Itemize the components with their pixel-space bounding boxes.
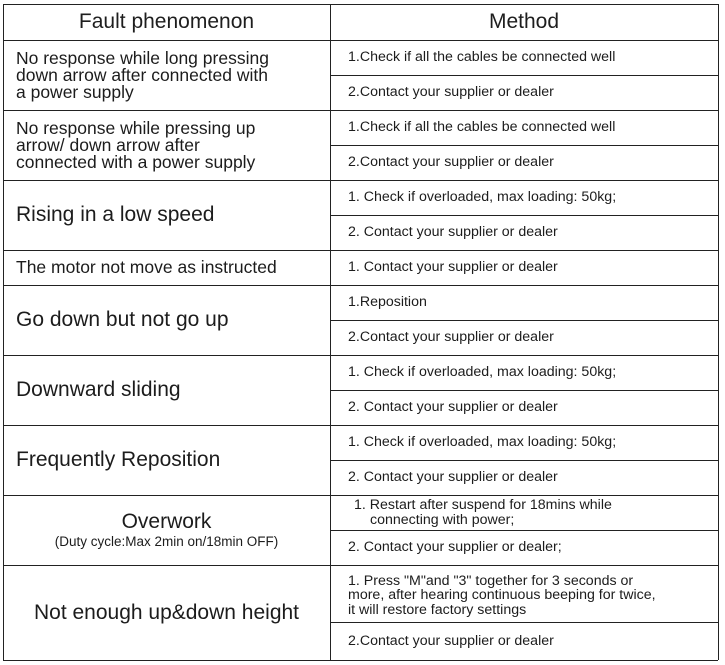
method-cell	[330, 460, 718, 495]
fault-text	[16, 259, 277, 276]
method-line: 1. Contact your supplier or dealer	[348, 259, 558, 276]
method-line: 1.Reposition	[348, 294, 427, 311]
method-cell	[330, 355, 718, 390]
method-cell	[330, 425, 718, 460]
method-line: 1. Check if overloaded, max loading: 50kg;	[348, 364, 617, 381]
method-cell	[330, 565, 718, 622]
method-cell	[330, 495, 718, 530]
method-line: 2. Contact your supplier or dealer	[348, 224, 558, 241]
fault-line: Downward sliding	[16, 378, 181, 401]
method-cell	[330, 390, 718, 425]
fault-line: Rising in a low speed	[16, 203, 215, 226]
method-cell	[330, 75, 718, 110]
method-line: 2.Contact your supplier or dealer	[348, 84, 554, 101]
method-cell	[330, 215, 718, 250]
fault-line: No response while pressing up	[16, 117, 256, 138]
fault-cell	[3, 110, 330, 180]
header-method-label: Method	[488, 10, 560, 33]
method-cell	[330, 40, 718, 75]
method-cell	[330, 180, 718, 215]
method-line: 1. Press "M"and "3" together for 3 seconds or	[348, 572, 634, 589]
method-cell	[330, 530, 718, 565]
method-cell	[330, 320, 718, 355]
fault-text	[16, 117, 256, 172]
method-cell	[330, 622, 718, 660]
fault-cell	[3, 285, 330, 355]
row-divider	[3, 4, 718, 5]
fault-cell	[3, 355, 330, 425]
method-line: 1. Check if overloaded, max loading: 50kg;	[348, 189, 617, 206]
method-line: 2.Contact your supplier or dealer	[348, 329, 554, 346]
fault-cell	[3, 250, 330, 285]
header-fault-phenomenon	[3, 4, 330, 40]
fault-line: Go down but not go up	[16, 308, 229, 331]
fault-line: connected with a power supply	[16, 151, 256, 172]
fault-text	[16, 204, 214, 226]
fault-cell	[3, 495, 330, 565]
fault-text	[16, 309, 229, 331]
fault-cell	[3, 180, 330, 250]
header-method	[330, 4, 718, 40]
row-divider	[3, 660, 718, 661]
method-cell	[330, 285, 718, 320]
fault-line: Not enough up&down height	[33, 600, 300, 624]
column-divider	[718, 4, 719, 660]
fault-line: The motor not move as instructed	[16, 257, 277, 277]
fault-text	[16, 379, 181, 401]
method-line: 1. Check if overloaded, max loading: 50kg;	[348, 434, 617, 451]
troubleshooting-table	[3, 4, 718, 660]
method-line: 2. Contact your supplier or dealer	[348, 469, 558, 486]
method-line: more, after hearing continuous beeping for twice,	[348, 587, 656, 604]
method-line: 2. Contact your supplier or dealer;	[348, 539, 562, 556]
fault-line: No response while long pressing	[16, 47, 269, 68]
fault-text	[16, 449, 220, 471]
method-line: 2.Contact your supplier or dealer	[348, 632, 554, 649]
fault-subtext: (Duty cycle:Max 2min on/18min OFF)	[54, 534, 279, 549]
method-line: 1. Restart after suspend for 18mins while	[354, 497, 612, 513]
method-line: 2. Contact your supplier or dealer	[348, 399, 558, 416]
fault-cell	[3, 425, 330, 495]
method-line: it will restore factory settings	[348, 601, 527, 618]
method-line: 2.Contact your supplier or dealer	[348, 154, 554, 171]
fault-text	[55, 510, 279, 550]
method-cell	[330, 145, 718, 180]
fault-line: down arrow after connected with	[16, 64, 268, 85]
method-cell	[330, 110, 718, 145]
fault-line: arrow/ down arrow after	[16, 134, 200, 155]
fault-text	[34, 602, 299, 624]
fault-cell	[3, 565, 330, 660]
method-line: 1.Check if all the cables be connected well	[348, 49, 616, 66]
method-cell	[330, 250, 718, 285]
fault-cell	[3, 40, 330, 110]
method-line: connecting with power;	[370, 511, 515, 528]
fault-line: Frequently Reposition	[16, 448, 221, 471]
fault-line: Overwork	[121, 510, 212, 533]
header-fault-label: Fault phenomenon	[78, 10, 255, 33]
fault-text	[16, 47, 269, 102]
fault-line: a power supply	[16, 81, 134, 102]
method-line: 1.Check if all the cables be connected well	[348, 119, 616, 136]
